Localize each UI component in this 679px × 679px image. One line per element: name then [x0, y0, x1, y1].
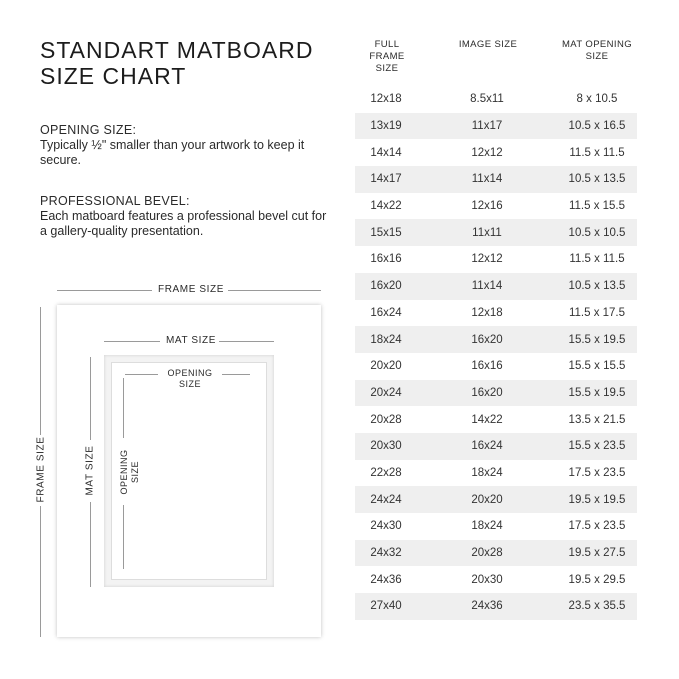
mat-opening-cell: 10.5 x 16.5 — [568, 120, 626, 133]
table-row — [355, 540, 637, 567]
opening-size-heading: OPENING SIZE: — [40, 123, 137, 137]
opening-v-line-bottom — [123, 505, 124, 569]
table-row — [355, 566, 637, 593]
page-title — [40, 37, 313, 89]
frame-size-cell: 16x24 — [370, 306, 402, 319]
frame-size-v-label: FRAME SIZE — [35, 436, 47, 503]
mat-opening-cell: 19.5 x 27.5 — [568, 547, 626, 560]
mat-opening-cell: 19.5 x 19.5 — [568, 493, 626, 506]
table-row — [355, 513, 637, 540]
mat-opening-cell: 11.5 x 15.5 — [568, 200, 626, 213]
mat-size-v-line-top — [90, 357, 91, 440]
image-size-cell: 20x20 — [471, 493, 503, 506]
header-mat-opening-line2: SIZE — [585, 51, 609, 62]
mat-opening-cell: 13.5 x 21.5 — [568, 413, 626, 426]
mat-opening-cell: 8 x 10.5 — [576, 93, 618, 106]
size-table — [355, 86, 637, 620]
opening-h-label — [160, 368, 220, 390]
image-size-cell: 12x18 — [471, 306, 503, 319]
frame-size-cell: 20x28 — [370, 413, 402, 426]
image-size-cell: 16x20 — [471, 333, 503, 346]
professional-bevel-note — [40, 194, 330, 239]
mat-opening-cell: 10.5 x 13.5 — [568, 173, 626, 186]
image-size-cell: 14x22 — [471, 413, 503, 426]
table-row — [355, 326, 637, 353]
frame-size-cell: 14x17 — [370, 173, 402, 186]
mat-opening-cell: 15.5 x 23.5 — [568, 440, 626, 453]
mat-size-h-line-left — [104, 341, 160, 342]
image-size-cell: 12x12 — [471, 146, 503, 159]
image-size-cell: 11x14 — [471, 280, 503, 293]
image-size-cell: 24x36 — [471, 600, 503, 613]
frame-size-cell: 16x20 — [370, 280, 402, 293]
mat-opening-cell: 11.5 x 11.5 — [569, 146, 625, 159]
image-size-cell: 18x24 — [471, 520, 503, 533]
mat-opening-cell: 10.5 x 10.5 — [568, 226, 626, 239]
table-row — [355, 433, 637, 460]
mat-size-v-line-bottom — [90, 502, 91, 587]
frame-size-cell: 14x14 — [370, 146, 402, 159]
frame-size-cell: 20x30 — [370, 440, 402, 453]
frame-size-h-line-right — [228, 290, 321, 291]
mat-opening-cell: 19.5 x 29.5 — [568, 573, 626, 586]
opening-v-label-line1: OPENING — [119, 449, 129, 495]
mat-opening-cell: 17.5 x 23.5 — [568, 520, 626, 533]
frame-size-cell: 22x28 — [370, 466, 402, 479]
image-size-cell: 11x14 — [471, 173, 503, 186]
table-row — [355, 246, 637, 273]
image-size-cell: 8.5x11 — [470, 93, 504, 106]
table-row — [355, 166, 637, 193]
opening-h-label-line1: OPENING — [167, 368, 213, 378]
frame-size-cell: 15x15 — [370, 226, 402, 239]
frame-size-cell: 20x20 — [370, 360, 402, 373]
frame-size-cell: 24x32 — [370, 547, 402, 560]
table-row — [355, 219, 637, 246]
frame-size-cell: 20x24 — [370, 386, 402, 399]
opening-h-label-line2: SIZE — [178, 379, 201, 389]
frame-size-v-line-top — [40, 307, 41, 435]
header-image-size: IMAGE SIZE — [458, 39, 518, 50]
table-row — [355, 593, 637, 620]
table-row — [355, 486, 637, 513]
image-size-cell: 16x16 — [471, 360, 503, 373]
table-row — [355, 193, 637, 220]
table-row — [355, 273, 637, 300]
image-size-cell: 12x16 — [471, 200, 503, 213]
table-row — [355, 460, 637, 487]
mat-size-h-line-right — [219, 341, 274, 342]
image-size-cell: 16x24 — [471, 440, 503, 453]
table-row — [355, 300, 637, 327]
image-size-cell: 20x30 — [471, 573, 503, 586]
frame-size-cell: 24x30 — [370, 520, 402, 533]
title-line-2: SIZE CHART — [40, 63, 187, 89]
mat-opening-cell: 11.5 x 17.5 — [568, 306, 626, 319]
frame-size-v-line-bottom — [40, 506, 41, 637]
mat-opening-cell: 15.5 x 19.5 — [568, 386, 626, 399]
mat-opening-cell: 10.5 x 13.5 — [568, 280, 626, 293]
image-size-cell: 16x20 — [471, 386, 503, 399]
mat-opening-cell: 23.5 x 35.5 — [568, 600, 626, 613]
mat-opening-cell: 15.5 x 15.5 — [568, 360, 626, 373]
image-size-cell: 11x17 — [471, 120, 503, 133]
mat-size-v-label: MAT SIZE — [84, 445, 96, 496]
table-row — [355, 380, 637, 407]
opening-v-label — [119, 442, 141, 502]
title-line-1: STANDART MATBOARD — [40, 37, 314, 63]
mat-size-h-label: MAT SIZE — [166, 335, 216, 346]
header-full-frame-line2: SIZE — [375, 63, 399, 74]
frame-size-h-label: FRAME SIZE — [158, 284, 225, 295]
frame-size-cell: 24x24 — [370, 493, 402, 506]
table-row — [355, 139, 637, 166]
opening-v-line-top — [123, 378, 124, 438]
table-row — [355, 353, 637, 380]
frame-size-cell: 18x24 — [370, 333, 402, 346]
opening-h-line-right — [222, 374, 250, 375]
image-size-cell: 11x11 — [472, 226, 502, 239]
header-mat-opening-size — [554, 39, 640, 63]
frame-size-cell: 24x36 — [370, 573, 402, 586]
opening-h-line-left — [125, 374, 158, 375]
table-row — [355, 113, 637, 140]
professional-bevel-text: Each matboard features a professional bevel cut for a gallery-quality presentation. — [40, 209, 327, 238]
frame-size-cell: 14x22 — [370, 200, 402, 213]
professional-bevel-heading: PROFESSIONAL BEVEL: — [40, 194, 190, 208]
header-mat-opening-line1: MAT OPENING — [561, 39, 633, 50]
mat-opening-cell: 11.5 x 11.5 — [569, 253, 625, 266]
frame-size-cell: 16x16 — [370, 253, 402, 266]
frame-size-cell: 13x19 — [370, 120, 402, 133]
mat-opening-cell: 17.5 x 23.5 — [568, 466, 626, 479]
header-full-frame-line1: FULL FRAME — [369, 39, 405, 62]
opening-size-text: Typically ½" smaller than your artwork to keep it secure. — [40, 138, 305, 167]
opening-size-note — [40, 123, 310, 168]
image-size-cell: 20x28 — [471, 547, 503, 560]
mat-opening-cell: 15.5 x 19.5 — [568, 333, 626, 346]
table-row — [355, 86, 637, 113]
image-size-cell: 12x12 — [471, 253, 503, 266]
image-size-cell: 18x24 — [471, 466, 503, 479]
frame-size-h-line-left — [57, 290, 152, 291]
opening-v-label-line2: SIZE — [130, 461, 140, 484]
header-full-frame-size — [356, 39, 418, 75]
frame-size-cell: 12x18 — [370, 93, 402, 106]
frame-size-cell: 27x40 — [370, 600, 402, 613]
table-row — [355, 406, 637, 433]
